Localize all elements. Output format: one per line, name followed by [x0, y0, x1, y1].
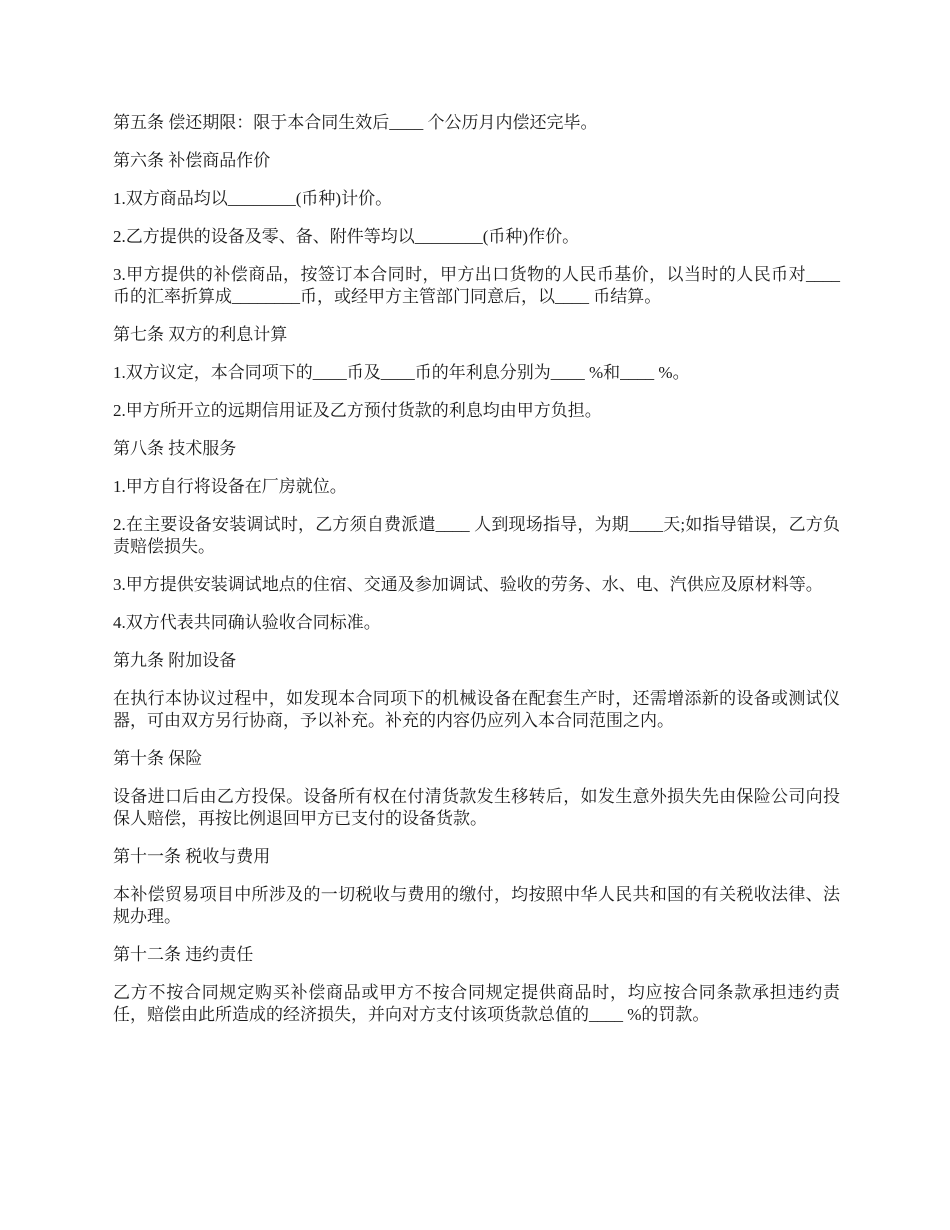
article-12-heading: 第十二条 违约责任: [113, 945, 254, 964]
article-9-body: 在执行本协议过程中，如发现本合同项下的机械设备在配套生产时，还需增添新的设备或测试仪器，可由双方另行协商，予以补充。补充的内容仍应列入本合同范围之内。: [113, 689, 840, 730]
article-6-clause-2: 2.乙方提供的设备及零、备、附件等均以________(币种)作价。: [113, 227, 580, 246]
article-8-clause-2: 2.在主要设备安装调试时，乙方须自费派遣____ 人到现场指导，为期____天;如指导错误，乙方负责赔偿损失。: [113, 515, 840, 556]
article-6-heading: 第六条 补偿商品作价: [113, 151, 271, 170]
article-6-clause-1: 1.双方商品均以________(币种)计价。: [113, 189, 393, 208]
article-7-clause-1: 1.双方议定，本合同项下的____币及____币的年利息分别为____ %和____ %。: [113, 363, 690, 382]
article-8-clause-4: 4.双方代表共同确认验收合同标准。: [113, 613, 381, 632]
article-8-clause-3: 3.甲方提供安装调试地点的住宿、交通及参加调试、验收的劳务、水、电、汽供应及原材料等。: [113, 575, 823, 594]
article-9-heading: 第九条 附加设备: [113, 651, 237, 670]
article-8-clause-1: 1.甲方自行将设备在厂房就位。: [113, 477, 347, 496]
article-10-body: 设备进口后由乙方投保。设备所有权在付清货款发生移转后，如发生意外损失先由保险公司向投保人赔偿，再按比例退回甲方已支付的设备货款。: [113, 787, 840, 828]
article-12-body: 乙方不按合同规定购买补偿商品或甲方不按合同规定提供商品时，均应按合同条款承担违约责任，赔偿由此所造成的经济损失，并向对方支付该项货款总值的____ %的罚款。: [113, 983, 840, 1024]
article-5-repayment-term: 第五条 偿还期限：限于本合同生效后____ 个公历月内偿还完毕。: [113, 113, 598, 132]
article-6-clause-3: 3.甲方提供的补偿商品，按签订本合同时，甲方出口货物的人民币基价，以当时的人民币对____ 币的汇率折算成________币，或经甲方主管部门同意后，以____ 币结算。: [113, 265, 840, 306]
document-body: [113, 112, 840, 1042]
article-8-heading: 第八条 技术服务: [113, 439, 237, 458]
article-11-body: 本补偿贸易项目中所涉及的一切税收与费用的缴付，均按照中华人民共和国的有关税收法律、法规办理。: [113, 885, 840, 926]
article-7-heading: 第七条 双方的利息计算: [113, 325, 288, 344]
article-10-heading: 第十条 保险: [113, 749, 203, 768]
article-11-heading: 第十一条 税收与费用: [113, 847, 271, 866]
article-7-clause-2: 2.甲方所开立的远期信用证及乙方预付货款的利息均由甲方负担。: [113, 401, 602, 420]
